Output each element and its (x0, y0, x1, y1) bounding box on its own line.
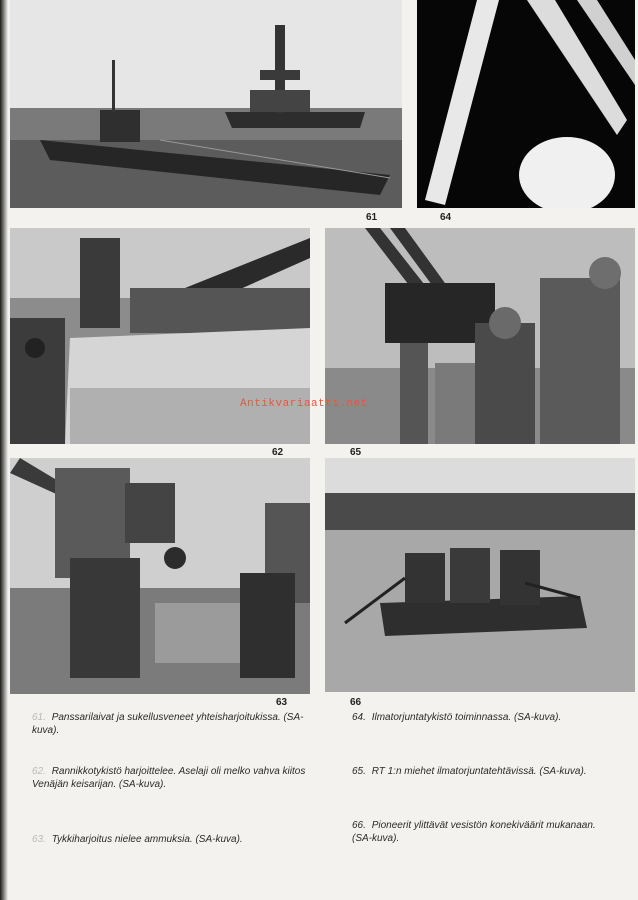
caption-66 (352, 819, 602, 845)
photo-number-63: 63 (276, 697, 288, 708)
caption-62 (32, 765, 318, 791)
caption-65 (352, 765, 602, 778)
watermark-text: Antikvariaatti.net (240, 398, 368, 410)
caption-61-text: Panssarilaivat ja sukellusveneet yhteisharjoitukissa. (SA-kuva). (32, 712, 304, 736)
photo-number-64: 64 (440, 212, 452, 223)
photo-number-61: 61 (366, 212, 378, 223)
caption-64-text: Ilmatorjuntatykistö toiminnassa. (SA-kuva). (371, 712, 562, 723)
photo-number-62: 62 (272, 447, 284, 458)
caption-66-number: 66. (352, 820, 366, 831)
photo-number-66: 66 (350, 697, 362, 708)
photo-61 (10, 0, 402, 208)
caption-66-text: Pioneerit ylittävät vesistön konekiväärit mukanaan. (SA-kuva). (352, 820, 596, 844)
photo-66 (325, 458, 635, 692)
caption-63-text: Tykkiharjoitus nielee ammuksia. (SA-kuva). (51, 834, 243, 845)
photo-65 (325, 228, 635, 444)
photo-62 (10, 228, 310, 444)
page-gutter-shadow (0, 0, 8, 900)
caption-63 (32, 833, 318, 846)
caption-65-number: 65. (352, 766, 366, 777)
caption-63-number: 63. (32, 834, 46, 845)
caption-65-text: RT 1:n miehet ilmatorjuntatehtävissä. (SA-kuva). (371, 766, 587, 777)
caption-64 (352, 711, 602, 724)
caption-61 (32, 711, 318, 737)
photo-64 (417, 0, 635, 208)
caption-62-number: 62. (32, 766, 46, 777)
caption-62-text: Rannikkotykistö harjoittelee. Aselaji oli melko vahva kiitos Venäjän keisarijan. (SA-kuva). (32, 766, 306, 790)
photo-number-65: 65 (350, 447, 362, 458)
caption-64-number: 64. (352, 712, 366, 723)
photo-63 (10, 458, 310, 694)
caption-61-number: 61. (32, 712, 46, 723)
